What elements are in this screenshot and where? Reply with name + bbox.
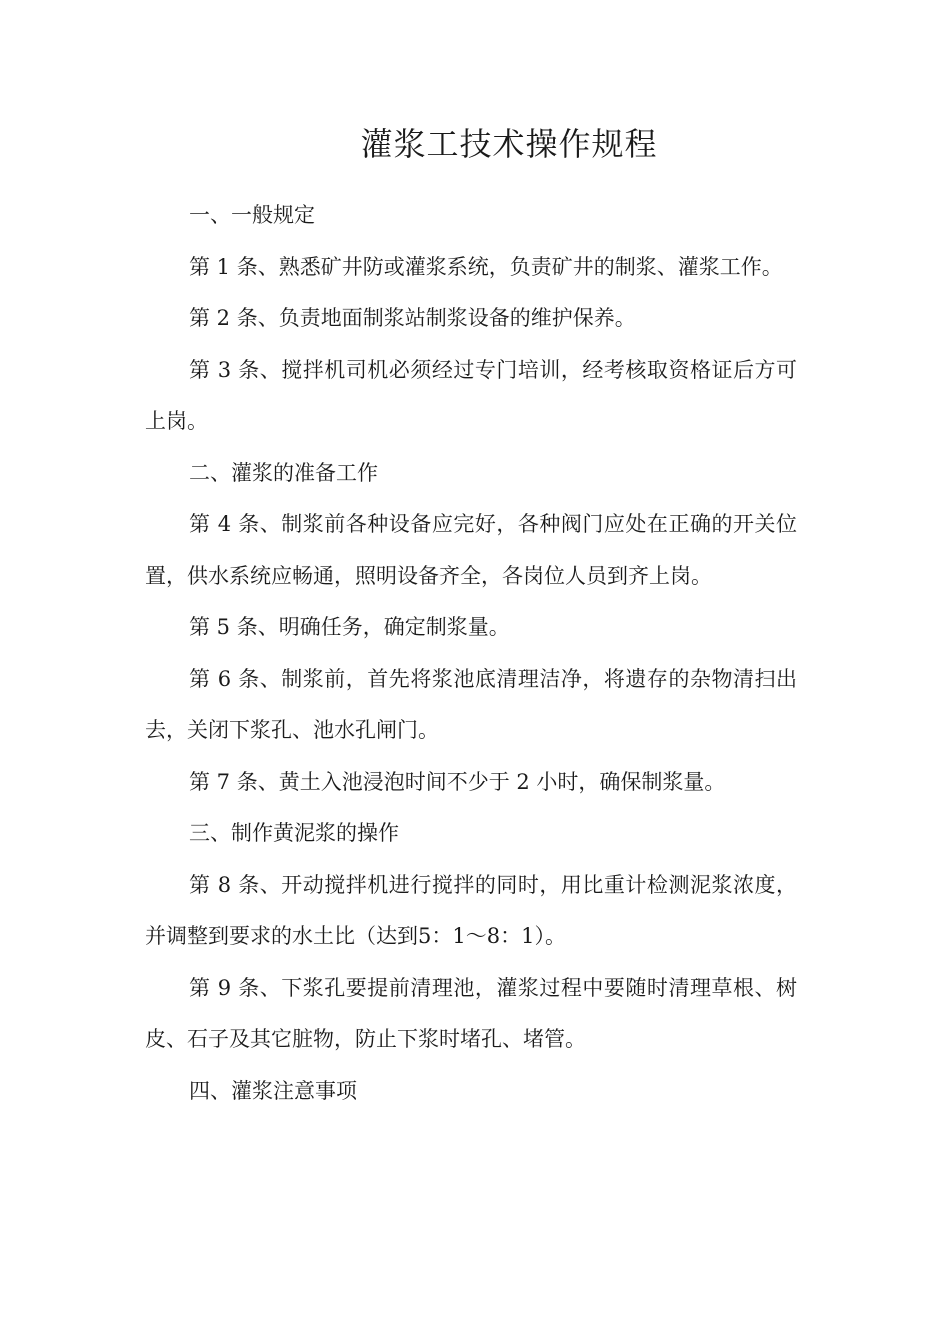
section-heading-general: 一、一般规定 <box>189 203 315 227</box>
article-6: 第 6 条、制浆前，首先将浆池底清理洁净，将遗存的杂物清扫出去，关闭下浆孔、池水孔闸门。 <box>145 666 797 742</box>
article-9: 第 9 条、下浆孔要提前清理池，灌浆过程中要随时清理草根、树皮、石子及其它脏物，防止下浆时堵孔、堵管。 <box>145 975 797 1051</box>
article-5: 第 5 条、明确任务，确定制浆量。 <box>189 615 510 639</box>
section-heading-slurry-making: 三、制作黄泥浆的操作 <box>189 821 399 845</box>
section-heading-preparation: 二、灌浆的准备工作 <box>189 460 378 485</box>
section-heading-precautions: 四、灌浆注意事项 <box>189 1078 357 1103</box>
article-1: 第 1 条、熟悉矿井防或灌浆系统，负责矿井的制浆、灌浆工作。 <box>189 254 783 279</box>
document-title: 灌浆工技术操作规程 <box>360 125 658 163</box>
article-2: 第 2 条、负责地面制浆站制浆设备的维护保养。 <box>189 306 636 330</box>
article-8: 第 8 条、开动搅拌机进行搅拌的同时，用比重计检测泥浆浓度，并调整到要求的水土比（达到5：1～8：1）。 <box>145 872 797 948</box>
article-4: 第 4 条、制浆前各种设备应完好，各种阀门应处在正确的开关位置，供水系统应畅通，照明设备齐全，各岗位人员到齐上岗。 <box>145 512 797 588</box>
article-3: 第 3 条、搅拌机司机必须经过专门培训，经考核取资格证后方可上岗。 <box>145 357 797 433</box>
document-body <box>145 190 797 1117</box>
article-7: 第 7 条、黄土入池浸泡时间不少于 2 小时，确保制浆量。 <box>189 769 726 794</box>
